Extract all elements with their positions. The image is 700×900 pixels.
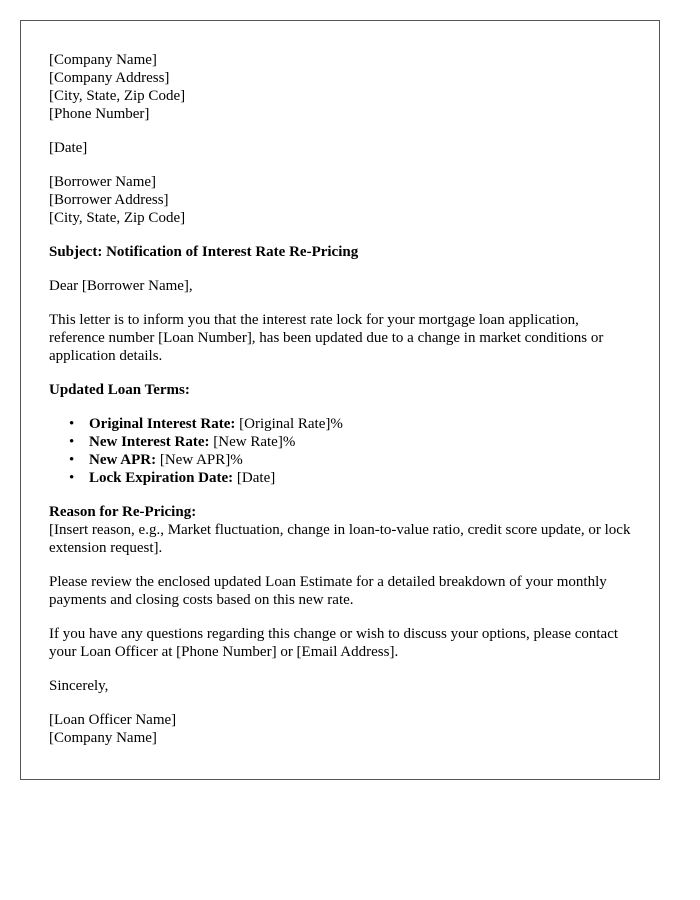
term-value: [New APR]% [159,452,243,468]
date-block [49,139,631,157]
reason-text: [Insert reason, e.g., Market fluctuation, change in loan-to-value ratio, credit score update, or lock extension request]. [49,522,631,556]
terms-heading: Updated Loan Terms: [49,382,190,398]
terms-item-new-rate [69,433,631,451]
intro-paragraph: This letter is to inform you that the interest rate lock for your mortgage loan application, reference number [Loan Number], has been updated due to a change in market conditions or application details. [49,312,604,364]
term-label: New APR: [89,452,157,468]
recipient-address: [Borrower Address] [49,192,169,208]
reason-section [49,503,631,557]
sender-phone: [Phone Number] [49,106,150,122]
signature-block [49,711,631,747]
reason-heading: Reason for Re-Pricing: [49,504,197,520]
letter-page [20,20,660,780]
letter-date: [Date] [49,140,88,156]
terms-item-new-apr [69,451,631,469]
term-label: New Interest Rate: [89,434,210,450]
terms-list [49,415,631,487]
terms-item-lock-expiration [69,469,631,487]
bullet-icon: • [69,416,75,432]
term-value: [New Rate]% [213,434,296,450]
term-value: [Date] [236,470,276,486]
sender-company-name: [Company Name] [49,52,157,68]
sender-city-state-zip: [City, State, Zip Code] [49,88,186,104]
term-label: Original Interest Rate: [89,416,236,432]
signature-company-name: [Company Name] [49,730,157,746]
recipient-city-state-zip: [City, State, Zip Code] [49,210,186,226]
recipient-name: [Borrower Name] [49,174,157,190]
bullet-icon: • [69,452,75,468]
sender-company-address: [Company Address] [49,70,170,86]
term-label: Lock Expiration Date: [89,470,234,486]
contact-paragraph: If you have any questions regarding this change or wish to discuss your options, please contact your Loan Officer at [Phone Number] or [Email Address]. [49,626,619,660]
sender-address-block [49,51,631,123]
closing: Sincerely, [49,678,109,694]
subject-line: Subject: Notification of Interest Rate Re-Pricing [49,244,359,260]
terms-item-original-rate [69,415,631,433]
term-value: [Original Rate]% [239,416,343,432]
review-paragraph: Please review the enclosed updated Loan Estimate for a detailed breakdown of your monthly payments and closing costs based on this new rate. [49,574,607,608]
bullet-icon: • [69,470,75,486]
signature-officer-name: [Loan Officer Name] [49,712,177,728]
bullet-icon: • [69,434,75,450]
recipient-address-block [49,173,631,227]
salutation: Dear [Borrower Name], [49,278,193,294]
